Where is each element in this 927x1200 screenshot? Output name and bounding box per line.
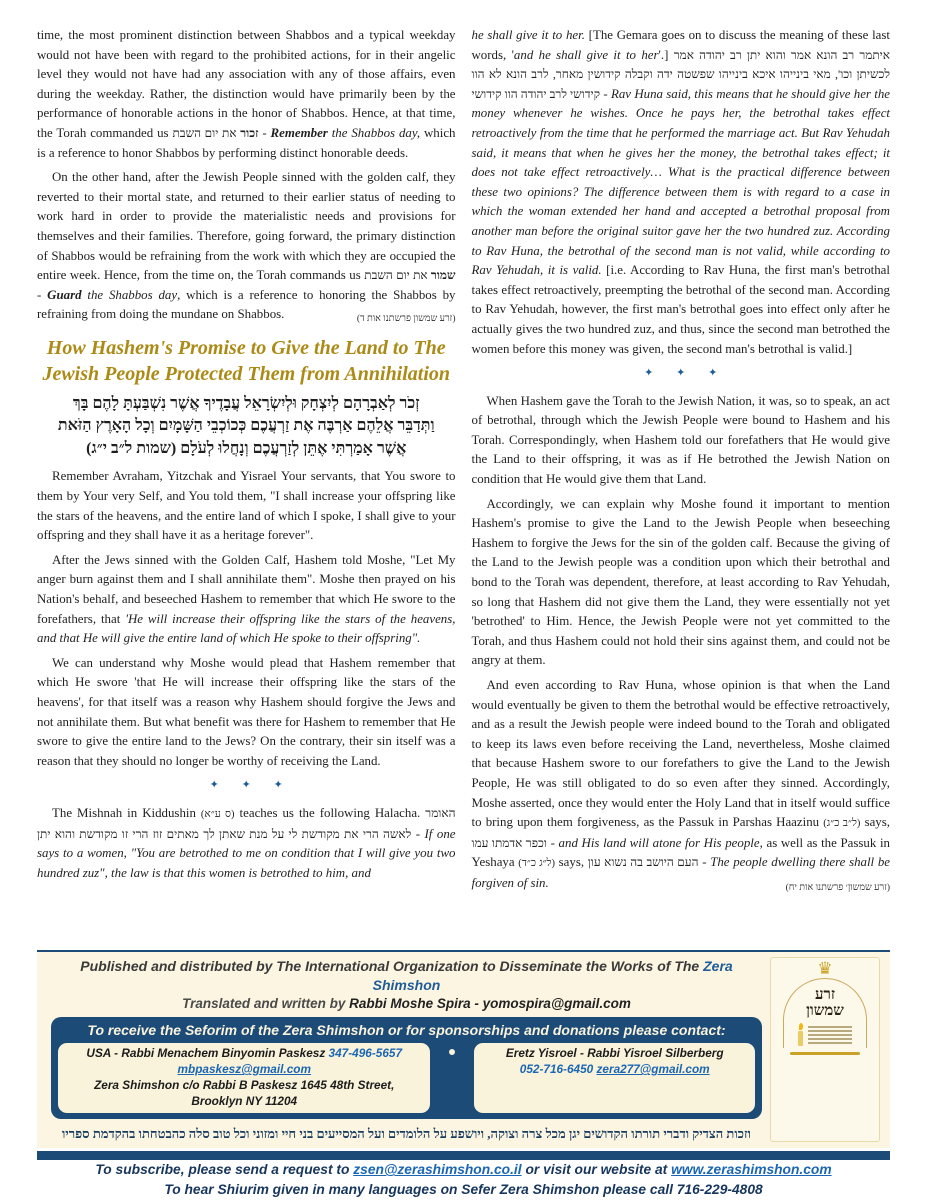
- author-name: Rabbi Moshe Spira - yomospira@gmail.com: [349, 996, 631, 1011]
- paragraph-golden-calf: [37, 551, 456, 649]
- usa-email-link[interactable]: mbpaskesz@gmail.com: [177, 1062, 311, 1076]
- paragraph-torah-betrothal: [472, 392, 891, 490]
- text-segment: איתמר רב הונא אמר והוא יתן רב יהודה אמר לכשיתן וכו', מאי בינייהו איכא בינייהו שפשטה ידה וקבלה קידושין מאחר, לרב הונא לא הוו קידושי לרב יהודה הוו קידושי: [471, 47, 890, 101]
- text-segment: When Hashem gave the Torah to the Jewish Nation, it was, so to speak, an act of betrothal, through which the Jewish People were bound to Hashem and his Torah. Correspondingly, when Hashem told our forefathers that He would give the Land to their offspring, it was as if He betrothed the Jewish Nation on condition that He would give them that Land.: [471, 393, 890, 487]
- text-segment: (ל״ב כ״ג): [823, 818, 861, 830]
- logo-title: זרע: [814, 987, 836, 1003]
- usa-contact-address: Zera Shimshon c/o Rabbi B Paskesz 1645 48th Street, Brooklyn NY 11204: [94, 1078, 395, 1108]
- diamond-divider: ✦ ✦ ✦: [209, 779, 283, 792]
- text-segment: העם היושב בה נשוא עון: [587, 855, 699, 870]
- text-segment: After the Jews sinned with the Golden Calf, Hashem told Moshe, "Let My anger burn against them and I shall annihilate them". Moshe then prayed on his Nation's behalf, and beseeched Hashem to remember that which He swore to the forefathers, that: [37, 552, 456, 626]
- text-segment: and he shall give it to her: [513, 47, 659, 62]
- text-segment: [The Gemara goes on to discuss the meaning of these last words, ': [471, 28, 890, 62]
- israel-email-link[interactable]: zera277@gmail.com: [596, 1062, 710, 1076]
- published-text: Published and distributed by The International Organization to Disseminate the Works of The: [80, 958, 704, 974]
- text-segment: , which is a reference to honoring the Shabbos by refraining from doing the mundane on Shabbos.: [37, 287, 456, 322]
- text-segment: (ל״ג כ״ד): [518, 858, 555, 870]
- crown-icon: ♛: [817, 959, 833, 978]
- israel-phone: 052-716-6450: [519, 1062, 597, 1076]
- logo-arch: [783, 978, 867, 1048]
- website-link[interactable]: www.zerashimshon.com: [671, 1162, 832, 1177]
- text-segment: says,: [554, 855, 588, 870]
- paragraph-rav-huna-conclusion: [472, 676, 891, 894]
- translated-line: [51, 995, 762, 1013]
- text-segment: [i.e. According to Rav Huna, the first man's betrothal takes effect retroactively, preempting the betrothal of the second man. According to Rav Yehudah, however, the first man's betrothal goes into effect only after he actually gives the two hundred zuz, and thus, since the second man betrothed the women before this money was given, the second man's betrothal is valid.]: [471, 263, 890, 356]
- contact-divider-ornament-icon: [430, 1043, 474, 1113]
- shiurim-line: To hear Shiurim given in many languages on Sefer Zera Shimshon please call 716-229-4808: [164, 1182, 763, 1197]
- paragraph-gemara-discussion: [472, 26, 891, 359]
- diamond-divider: ✦ ✦ ✦: [644, 367, 718, 380]
- footer: [0, 950, 927, 1200]
- text-segment: The people dwelling there shall be forgiven of sin.: [471, 855, 890, 890]
- hebrew-blessing: וזכות הצדיק ודברי תורתו הקדושים יגן מכל צרה וצוקה, ויושפע על הלומדים ועל המסייעים בני חיי ומזוני וכל טוב סלה כהבטחתו בהקדמת ספריו: [61, 1126, 751, 1141]
- text-segment: the Shabbos day,: [327, 125, 421, 140]
- text-segment: -: [600, 86, 611, 101]
- contact-box: [51, 1017, 762, 1119]
- text-segment: Accordingly, we can explain why Moshe found it important to mention Hashem's promise to give the Land to the Jewish People when beseeching Hashem to forgive the Jews for the sin of the golden calf. Because the giving of the Land to the Jewish people was a condition upon which their betrothal and bond to the Torah was dependent, therefore, at least according to Rav Yehudah, so long that Hashem did not give them the Land, they were essentially not yet 'betrothed' to Him. Hence, the Jewish People were not yet committed to the Torah, and thus Hashem could not hold their sins against them, and could not be angry at them.: [471, 496, 890, 668]
- left-column: [37, 26, 456, 950]
- text-segment: If one says to a women, "You are betrothed to me on condition that I will give you two hundred zuz", the law is that this women is betrothed to him, and: [37, 826, 456, 880]
- text-segment: האומר לאשה הרי את מקודשת לי על מנת שאתן לך מאתים זוז הרי זו מקודשת והוא יתן: [37, 805, 456, 841]
- text-segment: זכור: [240, 125, 259, 140]
- text-segment: as well as the Passuk in Yeshaya: [471, 835, 890, 870]
- paragraph-shabbos-remember: [37, 26, 456, 163]
- published-line: [51, 957, 762, 995]
- israel-contact-line2: [483, 1061, 746, 1077]
- text-segment: The Mishnah in Kiddushin: [52, 805, 201, 820]
- subscribe-line: [0, 1160, 927, 1180]
- text-segment: '.]: [658, 47, 674, 62]
- source-citation: (זרע שמשון׳ פרשתנו אות יח): [785, 882, 890, 893]
- source-citation: (זרע שמשון פרשתנו אות ד): [356, 314, 456, 325]
- text-segment: -: [411, 826, 425, 841]
- text-segment: את יום השבת: [364, 268, 431, 283]
- paragraph-mishnah-kiddushin: [37, 804, 456, 883]
- text-segment: וכפר אדמתו עמו: [471, 835, 547, 850]
- text-segment: Remember Avraham, Yitzchak and Yisrael Your servants, that You swore to them by Your very Self, and You told them, "I shall increase your offspring like the stars of the heavens, and the entire land of which I spoke, I shall give to your offspring and they shall have it as a heritage forever".: [37, 469, 456, 543]
- candle-icon: [798, 1023, 803, 1046]
- text-segment: time, the most prominent distinction between Shabbos and a typical weekday would not have been with regard to the prohibited actions, for in their angelic level they would not have had any association with any of those affairs, even during the weekday. Rather, the distinction would have primarily been by the performance of honorable actions in the honor of Shabbos. Hence, at that time, the Torah commanded us: [37, 28, 456, 140]
- usa-contact-line1: [67, 1045, 421, 1077]
- text-segment: -: [258, 125, 271, 140]
- text-segment: -: [37, 287, 48, 302]
- subscribe-mid-text: or visit our website at: [521, 1162, 672, 1177]
- text-segment: says,: [860, 815, 890, 830]
- footer-navy-band: [37, 1151, 890, 1160]
- usa-contact-card: [58, 1043, 430, 1113]
- text-segment: the Shabbos day: [81, 287, 178, 302]
- usa-phone: 347-496-5657: [328, 1046, 403, 1060]
- paragraph-verse-translation: [37, 467, 456, 545]
- text-segment: he shall give it to her.: [471, 28, 585, 42]
- logo-title: שמשון: [806, 1003, 844, 1019]
- subscribe-text: To subscribe, please send a request to: [95, 1162, 354, 1177]
- zera-shimshon-logo: [770, 957, 880, 1142]
- text-segment: (ס ע״א): [200, 808, 235, 820]
- usa-contact-name: USA - Rabbi Menachem Binyomin Paskesz: [86, 1046, 329, 1060]
- text-segment: Remember: [270, 125, 328, 140]
- paragraph-we-can-understand: [37, 654, 456, 772]
- israel-contact-name: Eretz Yisroel - Rabbi Yisroel Silberberg: [505, 1046, 724, 1060]
- ornament-dot: [449, 1049, 455, 1055]
- text-segment: And even according to Rav Huna, whose opinion is that when the Land would eventually be given to them the betrothal would be effective retroactively, and as a result the Jewish people were indeed bound to the Torah and obligated to keep its laws even before receiving the Land, nevertheless, Moshe claimed that because Hashem swore to our forefathers to give the Land to the Jewish People, He was still obligated to do so even after they sinned. Accordingly, Moshe asserted, once they would enter the Holy Land that in itself would suffice to bring upon them forgiveness, as the Passuk in Parshas Haazinu: [471, 678, 890, 830]
- text-segment: -: [546, 835, 559, 850]
- text-segment: 'He will increase their offspring like the stars of the heavens, and that He will give the entire land of which He spoke to their offspring".: [37, 611, 456, 646]
- text-segment: On the other hand, after the Jewish People sinned with the golden calf, they reverted to their mortal state, and returned to their earlier status of needing to work hard in order to provide the materialistic needs and provisions for themselves and their families. Therefore, going forward, the primary distinction of Shabbos would be refraining from the work with which they are occupied the entire week. Hence, from the time on, the Torah commands us: [37, 170, 456, 283]
- verse-line: וַתְּדַבֵּר אֲלֵהֶם אַרְבֶּה אֶת זַרְעֲכֶם כְּכוֹכְבֵי הַשָּׁמָיִם וְכָל הָאָרֶץ הַזֹּאת: [57, 417, 435, 435]
- text-segment: את יום השבת: [172, 125, 241, 140]
- contact-row: [58, 1043, 755, 1113]
- logo-caption-rule: [790, 1052, 860, 1055]
- footer-banner: [37, 950, 890, 1148]
- hebrew-verse: [37, 393, 456, 461]
- logo-fine-print: [808, 1024, 852, 1047]
- text-segment: which is a reference to honor Shabbos by performing distinct honorable deeds.: [37, 125, 456, 160]
- text-segment: -: [698, 855, 711, 870]
- section-heading: How Hashem's Promise to Give the Land to The Jewish People Protected Them from Annihilation: [42, 336, 451, 385]
- translated-text: Translated and written by: [182, 996, 350, 1011]
- israel-contact-card: [474, 1043, 755, 1113]
- text-segment: Guard: [47, 287, 82, 302]
- right-column: [472, 26, 891, 950]
- text-segment: teaches us the following Halacha.: [234, 805, 426, 820]
- verse-line: זְכֹר לְאַבְרָהָם לְיִצְחָק וּלְיִשְׂרָאֵל עֲבָדֶיךָ אֲשֶׁר נִשְׁבַּעְתָּ לָהֶם בָּךְ: [72, 394, 420, 412]
- text-segment: Rav Huna said, this means that he should give her the money whenever he wishes. Once he pays her, the betrothal takes effect retroactively from the time that he performed the marriage act. But Rav Yehudah said, it means that when he gives her the money, the betrothal takes effect; it does not take effect retroactively… What is the practical difference between these two opinions? The difference between them is with regard to a case in which the woman extended her hand and accepted a betrothal proposal from another man before the original suitor gave her the two hundred zuz. According to Rav Huna, the betrothal of the second man is not valid, while according to Rav Yehudah, it is valid.: [471, 86, 891, 278]
- subscribe-email-link[interactable]: zsen@zerashimshon.co.il: [353, 1162, 522, 1177]
- paragraph-accordingly: [472, 495, 891, 671]
- brand-name: Zera Shimshon: [372, 958, 733, 993]
- verse-line: אֲשֶׁר אָמַרְתִּי אֶתֵּן לְזַרְעֲכֶם וְנָחֲלוּ לְעֹלָם (שמות ל״ב י״ג): [86, 439, 407, 457]
- text-segment: and His land will atone for His people,: [558, 835, 763, 850]
- paragraph-shabbos-guard: [37, 168, 456, 325]
- text-segment: שמור: [430, 268, 456, 283]
- contact-header: To receive the Seforim of the Zera Shimshon or for sponsorships and donations please contact:: [87, 1022, 726, 1038]
- text-segment: We can understand why Moshe would plead that Hashem remember that which He swore 'that He will increase their offspring like the stars of the heavens', for that itself was a reason why Hashem should forgive the Jews and not annihilate them. But what benefit was there for Hashem to remember that He swore to give the entire land to the Jews? On the contrary, their sin itself was a reason that they should no longer be worthy of receiving the Land.: [37, 655, 456, 768]
